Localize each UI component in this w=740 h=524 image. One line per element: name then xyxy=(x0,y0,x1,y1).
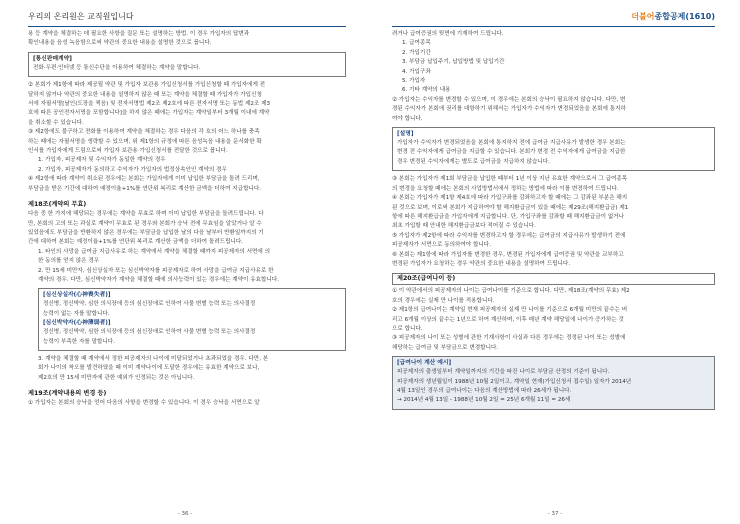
text-line: 서에 자필서명[날인(도장을 찍음) 및 전자서명법 제2조 제2호에 따른 전자서명 또는 동법 제2조 제3 xyxy=(28,101,271,108)
list-item: 6. 기타 계약의 내용 xyxy=(402,87,451,94)
text-line: 항에 따른 해지환급금을 가입자에게 지급합니다. 단, 가입구좌를 감좌할 때 해지환급금이 없거나 xyxy=(392,213,625,220)
list-item: 한 동의를 얻지 않은 경우 xyxy=(38,258,100,265)
paragraph-2 xyxy=(28,81,346,128)
text-line: 해당하는 급여금 및 부담금으로 변경합니다. xyxy=(392,344,499,351)
article-20-body xyxy=(392,287,715,353)
list-item: 4. 가입구좌 xyxy=(402,68,431,75)
right-page xyxy=(370,0,740,524)
text-line: 여야 합니다. xyxy=(392,115,423,122)
text-line: ⑥ 본회는 제1항에 따라 가입자를 변경한 경우, 변경된 가입자에게 급여증권 및 약관을 교부하고 xyxy=(392,251,624,258)
box-text: 능력이 없는 자를 말합니다. xyxy=(43,310,110,317)
list-item: 2. 만 15세 미만자, 심신상실자 또는 심신박약자를 피공제자로 하여 사망을 급여금 지급사유로 한 xyxy=(38,267,274,274)
list-item: 1. 타인의 사망을 급여금 지급사유로 하는 계약에서 계약을 체결할 때까지 피공제자의 서면에 의 xyxy=(38,248,271,255)
header-product: 종합공제(1610) xyxy=(654,12,715,21)
text-line: 용 등 계약을 체결하는 데 필요한 사항을 질문 또는 설명하는 방법. 이 경우 가입자의 답변과 xyxy=(28,31,250,37)
text-line: ③ 피공제자의 나이 또는 성별에 관한 기재사항이 사실과 다른 경우에는 정정된 나이 또는 성별에 xyxy=(392,335,626,342)
box-text: 가입자가 수익자가 변경되었음을 본회에 통지하지 전에 급여금 지급사유가 발생한 경우 본회는 xyxy=(397,140,626,147)
article-18-body xyxy=(28,210,346,285)
text-line: ① 이 약관에서의 피공제자의 나이는 급여나이를 기준으로 합니다. 다만, 제18조(계약의 무효) 제2 xyxy=(392,288,630,295)
list-item: 3. 계약을 체결할 때 계약에서 정한 피공제자의 나이에 미달되었거나 초과되었을 경우. 다만, 본 xyxy=(38,355,269,362)
list-item: 회가 나이의 착오를 발견하였을 때 이미 계약나이에 도달한 경우에는 유효한 계약으로 보나, xyxy=(38,365,260,372)
text-line: 부담금을 받은 기간에 대하여 예정이율+1%를 연단위 복리로 계산한 금액을 더하여 지급합니다. xyxy=(28,185,262,192)
text-line: 리고 6개월 이상의 끝수는 1년으로 하여 계산하며, 이후 매년 계약 해당일에 나이가 증가하는 것 xyxy=(392,316,624,323)
text-line: 의 변경을 요청할 때에는 본회의 사업방법서에서 정하는 방법에 따라 이를 변경하여 드립니다. xyxy=(392,185,619,192)
text-line: ③ 본회는 가입자가 제1회 부담금을 납입한 때부터 1년 이상 지난 유효한 계약으로서 그 급여종목 xyxy=(392,176,628,183)
box-text: 4월 13일인 경우의 급여나이는 다음의 계산방법에 따라 26세가 됩니다. xyxy=(397,388,572,394)
box-title: [통신판매계약] xyxy=(33,55,72,62)
text-line: 만, 본회의 고의 또는 과실로 계약이 무효로 된 경우와 본회가 승낙 전에 무효임을 알았거나 알 수 xyxy=(28,220,262,227)
text-line: 호에 따른 공인전자서명을 포함합니다]을 하지 않은 때에는 가입자는 계약일부터 3개월 이내에 계약 xyxy=(28,110,270,117)
text-line: 최초 가입할 때 안내한 해지환급금보다 적어질 수 있습니다. xyxy=(392,223,536,230)
box-title: [설명] xyxy=(397,131,414,138)
box-title: [급여나이 계산 예시] xyxy=(397,360,452,367)
text-line: 다음 중 한 가지에 해당되는 경우에는 계약을 무효로 하며 이미 납입한 부담금을 돌려드립니다. 다 xyxy=(28,211,264,218)
box-text: 피공제자의 생년월일이 1988년 10월 2일이고, 계약일 현재(가입신청서 접수일) 일자가 2014년 xyxy=(397,378,632,385)
list-item: 3. 부담금 납입주기, 납입방법 및 납입기간 xyxy=(402,59,505,66)
page-number: - 36 - xyxy=(177,511,193,517)
text-line: ② 가입자는 수익자를 변경할 수 있으며, 이 경우에는 본회의 승낙이 필요하지 않습니다. 다만, 변 xyxy=(392,96,626,103)
list-item: 5. 가입자 xyxy=(402,78,426,85)
lead-paragraph xyxy=(28,30,346,49)
box-text: 경우 변경된 수익자에게는 별도로 급여금을 지급하지 않습니다. xyxy=(397,158,550,165)
box-title: [심신상실자(心神喪失者)] xyxy=(43,292,111,299)
text-line: 된 것으로 보며, 이로써 본회가 지급하여야 할 해지환급금이 있을 때에는 제29조(해지환급금) 제1 xyxy=(392,204,629,211)
text-line: 인서를 가입자에게 드림으로써 가입자 보관용 가입신청서를 전달한 것으로 봅니다. xyxy=(28,148,228,155)
left-page-header: 우리의 온리원은 교직원입니다 xyxy=(28,12,134,21)
article-20-title: 제20조(급여나이 등) xyxy=(392,273,715,285)
box-text: 정신병, 정신박약, 심한 의식장애 등의 심신장애로 인하여 사물 변별 능력 또는 의사결정 xyxy=(43,329,256,336)
page-number: - 37 - xyxy=(547,511,563,517)
text-line: 을 취소할 수 있습니다. xyxy=(28,119,84,126)
article-18-item-3 xyxy=(28,355,346,383)
text-line: 간에 대하여 본회는 예정이율+1%를 연단위 복리로 계산한 금액을 더하여 돌려드립니다. xyxy=(28,239,244,246)
text-line: 있었음에도 부담금을 반환하지 않은 경우에는 부담금을 납입한 날의 다음 날부터 반환일까지의 기 xyxy=(28,229,264,236)
text-line: 하는 때에는 자필서명을 생략할 수 있으며, 위 제1항의 규정에 따른 음성녹음 내용을 문서화한 확 xyxy=(28,138,262,145)
text-line: ⑤ 가입자가 제2항에 따라 수익자를 변경하고자 할 경우에는 급여금의 지급사유가 발생하기 전에 xyxy=(392,232,626,239)
text-line: 으로 합니다. xyxy=(392,325,423,332)
paragraphs-3-6 xyxy=(392,175,715,269)
list-item: 계약의 경우. 다만, 심신박약자가 계약을 체결할 때에 의사능력이 있는 경우에는 계약이 유효합니다. xyxy=(38,276,280,283)
text-line: 달하지 않거나 약관의 중요한 내용을 설명하지 않은 때 또는 계약을 체결할 때 가입자가 가입신청 xyxy=(28,91,262,98)
text-line: ④ 제2항에 따라 계약이 취소된 경우에는 본회는 가입자에게 이미 납입한 부담금을 돌려 드리며, xyxy=(28,176,260,183)
right-page-content xyxy=(392,30,715,414)
mental-capacity-definition-box xyxy=(38,288,346,351)
text-line: ③ 제2항에도 불구하고 전화를 이용하여 계약을 체결하는 경우 다음의 각 호의 어느 하나를 충족 xyxy=(28,129,260,136)
right-page-header xyxy=(631,10,715,24)
text-line: ② 본회가 제1항에 따라 제공될 약관 및 가입자 보관용 가입신청서를 가입신청할 때 가입자에게 전 xyxy=(28,82,266,89)
header-rule xyxy=(392,26,715,27)
article-18-title: 제18조(계약의 무효) xyxy=(28,201,87,209)
box-text: → 2014년 4월 13일 - 1988년 10월 2일 = 25년 6개월 11일 = 26세 xyxy=(397,397,571,404)
text-line: ④ 본회는 가입자가 제1항 제4호에 따라 가입구좌를 감좌하고자 할 때에는 그 감좌된 부분은 해지 xyxy=(392,195,628,202)
article-19-title: 제19조(계약내용의 변경 등) xyxy=(28,390,107,398)
left-page-content xyxy=(28,30,346,409)
list-item: 1. 급여종목 xyxy=(402,40,431,47)
box-text: 전화·우편·인터넷 등 통신수단을 이용하여 체결하는 계약을 말합니다. xyxy=(33,64,201,71)
box-title: [심신박약자(心神薄弱者)] xyxy=(43,320,111,327)
text-line: 경된 수익자가 본회에 권리를 대항하기 위해서는 가입자가 수익자가 변경되었음을 본회에 통지하 xyxy=(392,106,626,113)
box-text: 변경 전 수익자에게 급여금을 지급할 수 있습니다. 본회가 변경 전 수익자에게 급여금을 지급한 xyxy=(397,149,626,156)
list-item: 1. 가입자, 피공제자 및 수익자가 동일한 계약의 경우 xyxy=(38,157,166,164)
age-calculation-example-box xyxy=(392,356,715,410)
text-line: 변경된 가입자가 요청하는 경우 약관의 중요한 내용을 설명하여 드립니다. xyxy=(392,260,571,267)
list-item: 2. 가입자, 피공제자가 동의하고 수익자가 가입자의 법정상속인인 계약의 경우 xyxy=(38,166,227,173)
paragraph-2 xyxy=(392,96,715,124)
changeable-items-list xyxy=(392,39,715,95)
paragraph-4 xyxy=(28,175,346,194)
text-line: 피공제자가 서면으로 동의하여야 합니다. xyxy=(392,242,491,249)
box-text: 정신병, 정신박약, 심한 의식장애 등의 심신장애로 인하여 사물 변별 능력 또는 의사결정 xyxy=(43,301,256,308)
paragraph-3 xyxy=(28,128,346,175)
list-item: 제2호의 만 15세 미만자에 관한 예외가 인정되는 것은 아닙니다. xyxy=(38,374,195,381)
text-line: 확인내용을 음성 녹음함으로써 약관의 중요한 내용을 설명한 것으로 봅니다. xyxy=(28,40,212,47)
header-rule xyxy=(28,26,346,27)
list-item: 2. 가입기간 xyxy=(402,49,431,56)
telemarketing-definition-box xyxy=(28,52,346,77)
text-line: 려거나 급여증권의 뒷면에 기재하여 드립니다. xyxy=(392,31,504,37)
text-line: ② 제1항의 급여나이는 계약일 현재 피공제자의 실제 만 나이를 기준으로 6개월 미만의 끝수는 버 xyxy=(392,307,628,314)
explanation-box xyxy=(392,127,715,171)
text-line: 호의 경우에는 실제 만 나이를 적용합니다. xyxy=(392,297,495,304)
text-line: ① 가입자는 본회의 승낙을 얻어 다음의 사항을 변경할 수 있습니다. 이 경우 승낙을 서면으로 알 xyxy=(28,400,260,407)
header-brand: 더불어 xyxy=(631,12,655,21)
box-text: 피공제자의 출생일부터 계약일까지의 기간을 따진 나이로 부담금 산정의 기준이 됩니다. xyxy=(397,369,610,376)
box-text: 능력이 부족한 자를 말합니다. xyxy=(43,338,115,345)
